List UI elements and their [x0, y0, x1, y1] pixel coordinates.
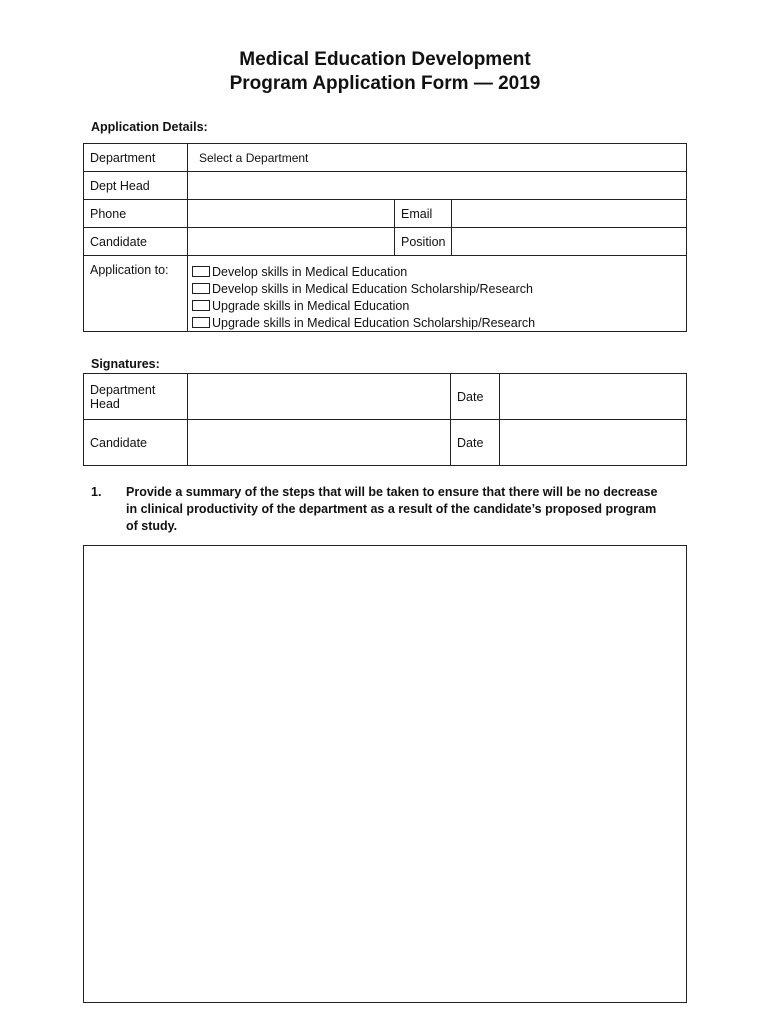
answer-textarea[interactable] [83, 545, 687, 1003]
position-field[interactable] [452, 228, 687, 256]
candidate-signature-row [84, 420, 687, 466]
candidate-signature-field[interactable] [188, 420, 451, 466]
form-title-line1: Medical Education Development [239, 49, 531, 70]
option-label: Develop skills in Medical Education [212, 264, 408, 279]
signatures-heading: Signatures: [91, 357, 160, 371]
phone-label: Phone [84, 200, 188, 228]
candidate-date-field[interactable] [500, 420, 687, 466]
question-text: Provide a summary of the steps that will be taken to ensure that there will be no decrease in clinical productivity of the department as a result of the candidate’s proposed program of study. [126, 485, 658, 533]
dept-head-signature-row [84, 374, 687, 420]
question-number: 1. [91, 485, 102, 499]
form-title-line2: Program Application Form — 2019 [229, 73, 541, 94]
application-to-row [84, 256, 687, 332]
checkbox[interactable] [192, 266, 210, 277]
dept-head-field[interactable] [188, 172, 687, 200]
checkbox[interactable] [192, 317, 210, 328]
dept-head-signature-label: Department Head [84, 374, 188, 420]
application-details-table [83, 143, 687, 332]
signatures-table [83, 373, 687, 466]
option-develop-med-ed[interactable] [192, 263, 680, 280]
candidate-row [84, 228, 687, 256]
option-upgrade-scholarship[interactable] [192, 314, 680, 331]
application-details-heading: Application Details: [91, 120, 208, 134]
candidate-field[interactable] [188, 228, 395, 256]
department-select[interactable]: Select a Department [188, 144, 687, 172]
department-row [84, 144, 687, 172]
phone-row [84, 200, 687, 228]
checkbox[interactable] [192, 283, 210, 294]
candidate-label: Candidate [84, 228, 188, 256]
date-label: Date [451, 420, 500, 466]
application-to-label: Application to: [84, 256, 188, 332]
candidate-signature-label: Candidate [84, 420, 188, 466]
email-label: Email [395, 200, 452, 228]
phone-field[interactable] [188, 200, 395, 228]
email-field[interactable] [452, 200, 687, 228]
position-label: Position [395, 228, 452, 256]
dept-head-signature-field[interactable] [188, 374, 451, 420]
option-develop-scholarship[interactable] [192, 280, 680, 297]
dept-head-date-field[interactable] [500, 374, 687, 420]
application-options [188, 256, 687, 332]
option-upgrade-med-ed[interactable] [192, 297, 680, 314]
option-label: Develop skills in Medical Education Scholarship/Research [212, 281, 533, 296]
option-label: Upgrade skills in Medical Education [212, 298, 410, 313]
dept-head-label: Dept Head [84, 172, 188, 200]
dept-head-row [84, 172, 687, 200]
option-label: Upgrade skills in Medical Education Scholarship/Research [212, 315, 536, 330]
department-label: Department [84, 144, 188, 172]
date-label: Date [451, 374, 500, 420]
checkbox[interactable] [192, 300, 210, 311]
